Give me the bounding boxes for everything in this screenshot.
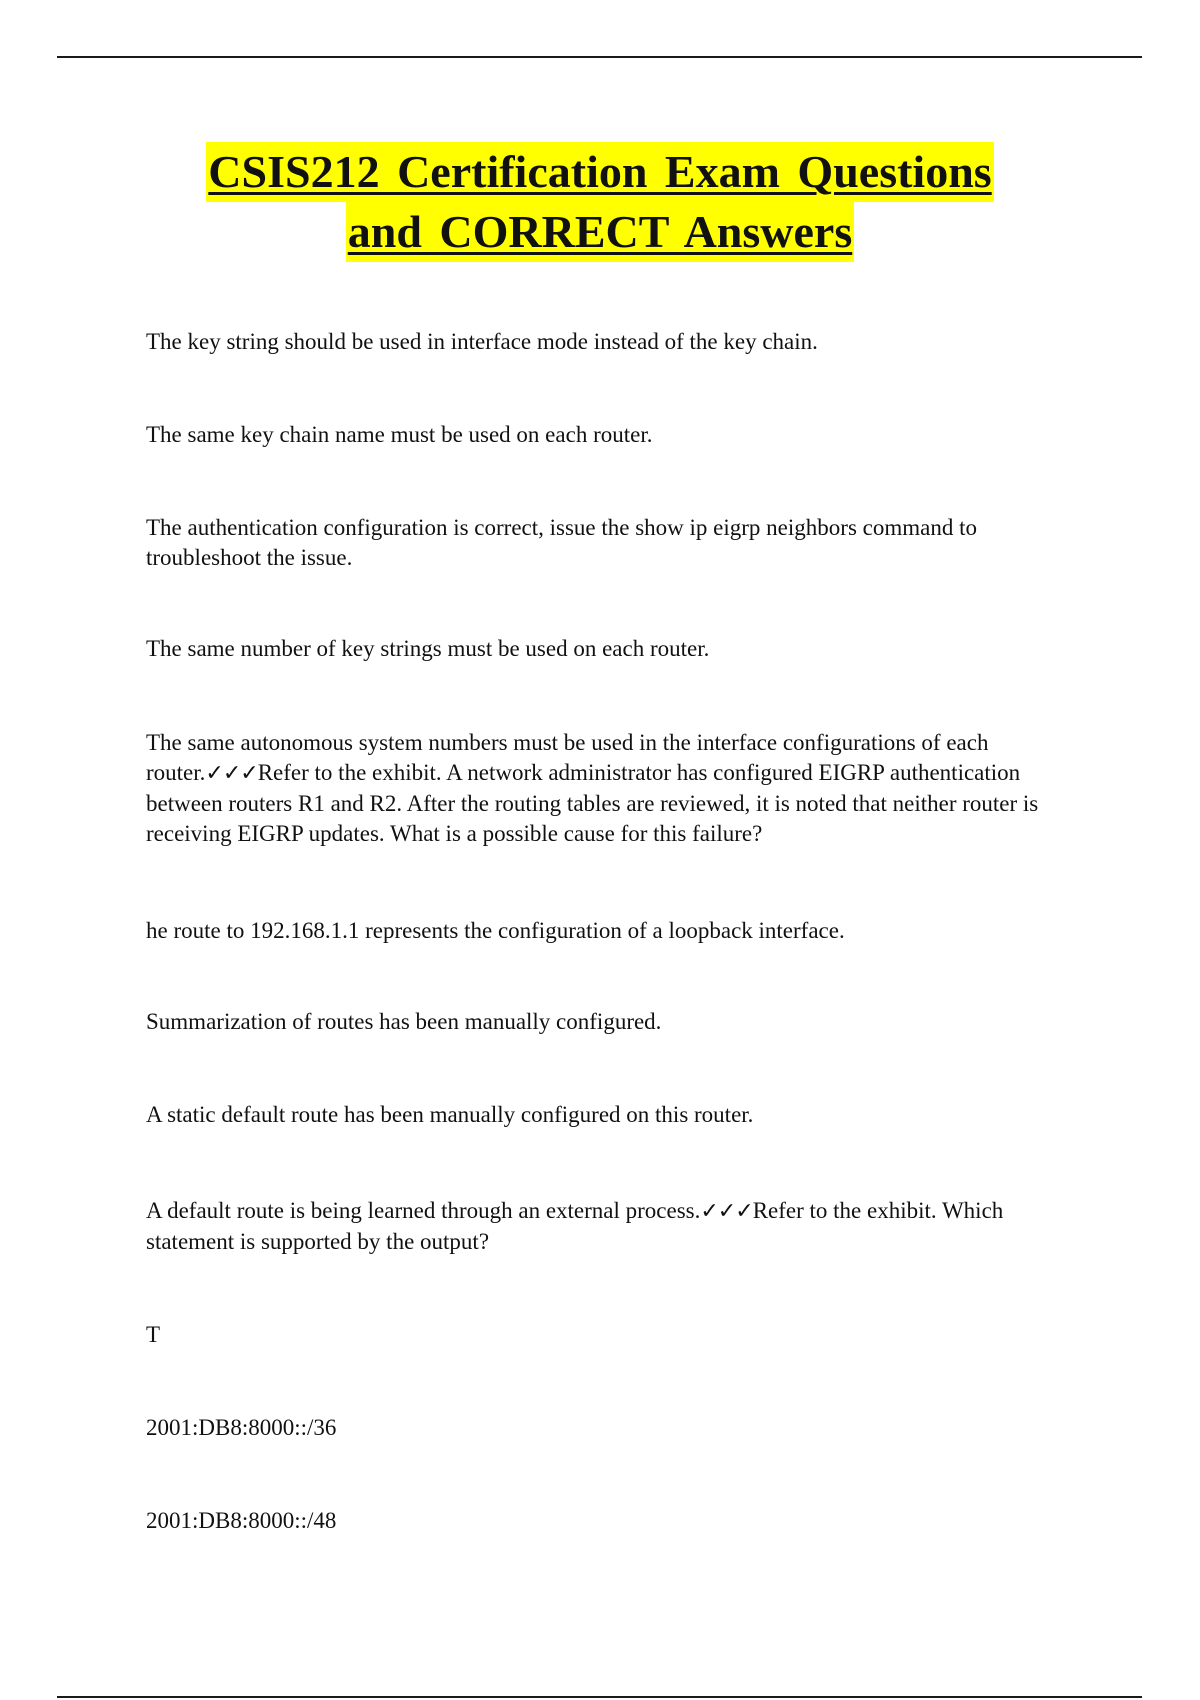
question-text: Refer to the exhibit. A network administrator has configured EIGRP authentication between routers R1 and R2. After the routing tables are reviewed, it is noted that neither router is receiving EIGRP updates. What is a possible cause for this failure? bbox=[146, 760, 1039, 846]
footer-rule bbox=[57, 1696, 1142, 1698]
answer-text: The same autonomous system numbers must be used in the interface configurations of each router. bbox=[146, 730, 989, 785]
question-paragraph bbox=[146, 1196, 1061, 1257]
question-paragraph bbox=[146, 728, 1061, 849]
answer-paragraph: A static default route has been manually configured on this router. bbox=[146, 1102, 754, 1127]
answer-paragraph: The same number of key strings must be used on each router. bbox=[146, 636, 710, 661]
title-line-1: CSIS212 Certification Exam Questions bbox=[206, 142, 993, 202]
answer-paragraph: The same key chain name must be used on each router. bbox=[146, 422, 653, 447]
title-line-2: and CORRECT Answers bbox=[346, 202, 854, 262]
answer-paragraph: he route to 192.168.1.1 represents the configuration of a loopback interface. bbox=[146, 918, 845, 943]
answer-paragraph: T bbox=[146, 1322, 161, 1347]
answer-paragraph: 2001:DB8:8000::/48 bbox=[146, 1508, 337, 1533]
answer-paragraph: Summarization of routes has been manually configured. bbox=[146, 1009, 662, 1034]
document-title bbox=[0, 142, 1200, 262]
answer-text: A default route is being learned through an external process. bbox=[146, 1198, 701, 1223]
answer-paragraph: The authentication configuration is correct, issue the show ip eigrp neighbors command to troubleshoot the issue. bbox=[146, 515, 977, 570]
question-text: Refer to the exhibit. Which statement is supported by the output? bbox=[146, 1198, 1004, 1254]
header-rule bbox=[57, 56, 1142, 58]
checkmark-icon: ✓✓✓ bbox=[700, 1199, 753, 1224]
answer-paragraph: 2001:DB8:8000::/36 bbox=[146, 1415, 337, 1440]
answer-paragraph: The key string should be used in interface mode instead of the key chain. bbox=[146, 329, 818, 354]
checkmark-icon: ✓✓✓ bbox=[205, 761, 258, 786]
